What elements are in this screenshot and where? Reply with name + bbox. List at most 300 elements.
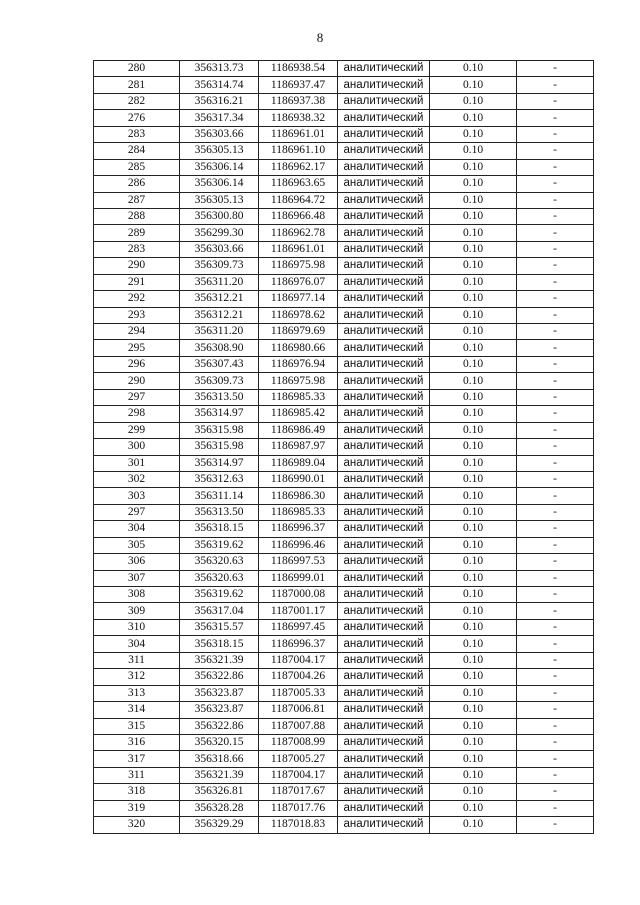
table-row	[94, 570, 594, 586]
note-cell: -	[517, 340, 594, 356]
accuracy-cell: 0.10	[430, 587, 517, 603]
y-coordinate-cell: 1186990.01	[259, 471, 338, 487]
x-coordinate-cell: 356320.15	[180, 734, 259, 750]
note-cell: -	[517, 685, 594, 701]
note-cell: -	[517, 77, 594, 93]
point-number-cell: 311	[94, 652, 180, 668]
accuracy-cell: 0.10	[430, 241, 517, 257]
method-cell: аналитический	[338, 324, 430, 340]
note-cell: -	[517, 751, 594, 767]
method-cell: аналитический	[338, 455, 430, 471]
note-cell: -	[517, 324, 594, 340]
method-cell: аналитический	[338, 521, 430, 537]
point-number-cell: 299	[94, 422, 180, 438]
y-coordinate-cell: 1187007.88	[259, 718, 338, 734]
y-coordinate-cell: 1186985.33	[259, 389, 338, 405]
table-row	[94, 488, 594, 504]
accuracy-cell: 0.10	[430, 471, 517, 487]
method-cell: аналитический	[338, 373, 430, 389]
table-row	[94, 521, 594, 537]
table-row	[94, 307, 594, 323]
point-number-cell: 295	[94, 340, 180, 356]
point-number-cell: 287	[94, 192, 180, 208]
y-coordinate-cell: 1187017.67	[259, 784, 338, 800]
y-coordinate-cell: 1186976.94	[259, 356, 338, 372]
accuracy-cell: 0.10	[430, 373, 517, 389]
point-number-cell: 313	[94, 685, 180, 701]
y-coordinate-cell: 1187004.17	[259, 652, 338, 668]
point-number-cell: 320	[94, 817, 180, 833]
note-cell: -	[517, 422, 594, 438]
table-row	[94, 685, 594, 701]
table-row	[94, 192, 594, 208]
accuracy-cell: 0.10	[430, 784, 517, 800]
accuracy-cell: 0.10	[430, 225, 517, 241]
point-number-cell: 304	[94, 636, 180, 652]
y-coordinate-cell: 1186996.46	[259, 537, 338, 553]
y-coordinate-cell: 1186977.14	[259, 291, 338, 307]
point-number-cell: 281	[94, 77, 180, 93]
note-cell: -	[517, 225, 594, 241]
accuracy-cell: 0.10	[430, 340, 517, 356]
table-row	[94, 373, 594, 389]
table-row	[94, 143, 594, 159]
method-cell: аналитический	[338, 603, 430, 619]
table-row	[94, 587, 594, 603]
x-coordinate-cell: 356300.80	[180, 208, 259, 224]
table-row	[94, 439, 594, 455]
point-number-cell: 319	[94, 800, 180, 816]
y-coordinate-cell: 1186938.32	[259, 110, 338, 126]
accuracy-cell: 0.10	[430, 734, 517, 750]
note-cell: -	[517, 734, 594, 750]
point-number-cell: 294	[94, 324, 180, 340]
method-cell: аналитический	[338, 110, 430, 126]
y-coordinate-cell: 1186989.04	[259, 455, 338, 471]
accuracy-cell: 0.10	[430, 422, 517, 438]
x-coordinate-cell: 356299.30	[180, 225, 259, 241]
x-coordinate-cell: 356308.90	[180, 340, 259, 356]
y-coordinate-cell: 1186986.49	[259, 422, 338, 438]
accuracy-cell: 0.10	[430, 702, 517, 718]
table-row	[94, 702, 594, 718]
x-coordinate-cell: 356320.63	[180, 570, 259, 586]
method-cell: аналитический	[338, 817, 430, 833]
method-cell: аналитический	[338, 258, 430, 274]
x-coordinate-cell: 356311.14	[180, 488, 259, 504]
accuracy-cell: 0.10	[430, 603, 517, 619]
note-cell: -	[517, 784, 594, 800]
accuracy-cell: 0.10	[430, 258, 517, 274]
x-coordinate-cell: 356319.62	[180, 537, 259, 553]
y-coordinate-cell: 1186985.33	[259, 504, 338, 520]
point-number-cell: 290	[94, 258, 180, 274]
y-coordinate-cell: 1186996.37	[259, 521, 338, 537]
table-row	[94, 208, 594, 224]
note-cell: -	[517, 241, 594, 257]
x-coordinate-cell: 356317.04	[180, 603, 259, 619]
accuracy-cell: 0.10	[430, 93, 517, 109]
table-row	[94, 537, 594, 553]
table-row	[94, 241, 594, 257]
accuracy-cell: 0.10	[430, 554, 517, 570]
point-number-cell: 285	[94, 159, 180, 175]
note-cell: -	[517, 504, 594, 520]
x-coordinate-cell: 356313.50	[180, 504, 259, 520]
table-row	[94, 159, 594, 175]
y-coordinate-cell: 1186961.01	[259, 241, 338, 257]
x-coordinate-cell: 356321.39	[180, 767, 259, 783]
y-coordinate-cell: 1186979.69	[259, 324, 338, 340]
table-row	[94, 422, 594, 438]
method-cell: аналитический	[338, 422, 430, 438]
x-coordinate-cell: 356305.13	[180, 192, 259, 208]
note-cell: -	[517, 61, 594, 77]
method-cell: аналитический	[338, 636, 430, 652]
point-number-cell: 311	[94, 767, 180, 783]
y-coordinate-cell: 1186937.38	[259, 93, 338, 109]
y-coordinate-cell: 1186986.30	[259, 488, 338, 504]
x-coordinate-cell: 356312.21	[180, 291, 259, 307]
note-cell: -	[517, 652, 594, 668]
note-cell: -	[517, 93, 594, 109]
table-row	[94, 77, 594, 93]
note-cell: -	[517, 554, 594, 570]
table-row	[94, 554, 594, 570]
method-cell: аналитический	[338, 439, 430, 455]
method-cell: аналитический	[338, 93, 430, 109]
y-coordinate-cell: 1187006.81	[259, 702, 338, 718]
y-coordinate-cell: 1186937.47	[259, 77, 338, 93]
point-number-cell: 301	[94, 455, 180, 471]
method-cell: аналитический	[338, 488, 430, 504]
table-row	[94, 817, 594, 833]
x-coordinate-cell: 356306.14	[180, 159, 259, 175]
table-row	[94, 455, 594, 471]
x-coordinate-cell: 356315.57	[180, 619, 259, 635]
method-cell: аналитический	[338, 504, 430, 520]
x-coordinate-cell: 356323.87	[180, 685, 259, 701]
y-coordinate-cell: 1186997.53	[259, 554, 338, 570]
point-number-cell: 315	[94, 718, 180, 734]
note-cell: -	[517, 159, 594, 175]
method-cell: аналитический	[338, 356, 430, 372]
accuracy-cell: 0.10	[430, 307, 517, 323]
y-coordinate-cell: 1186999.01	[259, 570, 338, 586]
x-coordinate-cell: 356315.98	[180, 422, 259, 438]
table-row	[94, 225, 594, 241]
method-cell: аналитический	[338, 274, 430, 290]
table-row	[94, 93, 594, 109]
table-row	[94, 274, 594, 290]
x-coordinate-cell: 356320.63	[180, 554, 259, 570]
method-cell: аналитический	[338, 570, 430, 586]
accuracy-cell: 0.10	[430, 817, 517, 833]
point-number-cell: 289	[94, 225, 180, 241]
accuracy-cell: 0.10	[430, 455, 517, 471]
accuracy-cell: 0.10	[430, 389, 517, 405]
point-number-cell: 312	[94, 669, 180, 685]
x-coordinate-cell: 356322.86	[180, 718, 259, 734]
note-cell: -	[517, 143, 594, 159]
accuracy-cell: 0.10	[430, 718, 517, 734]
method-cell: аналитический	[338, 143, 430, 159]
table-row	[94, 784, 594, 800]
note-cell: -	[517, 521, 594, 537]
note-cell: -	[517, 258, 594, 274]
note-cell: -	[517, 537, 594, 553]
x-coordinate-cell: 356309.73	[180, 258, 259, 274]
table-row	[94, 767, 594, 783]
x-coordinate-cell: 356314.97	[180, 406, 259, 422]
method-cell: аналитический	[338, 126, 430, 142]
y-coordinate-cell: 1186938.54	[259, 61, 338, 77]
x-coordinate-cell: 356309.73	[180, 373, 259, 389]
method-cell: аналитический	[338, 225, 430, 241]
accuracy-cell: 0.10	[430, 488, 517, 504]
accuracy-cell: 0.10	[430, 61, 517, 77]
point-number-cell: 286	[94, 176, 180, 192]
y-coordinate-cell: 1186964.72	[259, 192, 338, 208]
accuracy-cell: 0.10	[430, 439, 517, 455]
method-cell: аналитический	[338, 685, 430, 701]
method-cell: аналитический	[338, 208, 430, 224]
point-number-cell: 282	[94, 93, 180, 109]
method-cell: аналитический	[338, 751, 430, 767]
accuracy-cell: 0.10	[430, 110, 517, 126]
x-coordinate-cell: 356317.34	[180, 110, 259, 126]
table-row	[94, 258, 594, 274]
y-coordinate-cell: 1186975.98	[259, 373, 338, 389]
method-cell: аналитический	[338, 784, 430, 800]
x-coordinate-cell: 356322.86	[180, 669, 259, 685]
method-cell: аналитический	[338, 800, 430, 816]
y-coordinate-cell: 1187005.27	[259, 751, 338, 767]
point-number-cell: 283	[94, 126, 180, 142]
point-number-cell: 298	[94, 406, 180, 422]
point-number-cell: 297	[94, 389, 180, 405]
method-cell: аналитический	[338, 734, 430, 750]
method-cell: аналитический	[338, 471, 430, 487]
x-coordinate-cell: 356314.97	[180, 455, 259, 471]
accuracy-cell: 0.10	[430, 570, 517, 586]
note-cell: -	[517, 619, 594, 635]
table-row	[94, 110, 594, 126]
note-cell: -	[517, 439, 594, 455]
method-cell: аналитический	[338, 619, 430, 635]
table-row	[94, 734, 594, 750]
point-number-cell: 292	[94, 291, 180, 307]
accuracy-cell: 0.10	[430, 324, 517, 340]
y-coordinate-cell: 1187005.33	[259, 685, 338, 701]
table-row	[94, 652, 594, 668]
y-coordinate-cell: 1186961.01	[259, 126, 338, 142]
table-row	[94, 324, 594, 340]
accuracy-cell: 0.10	[430, 669, 517, 685]
note-cell: -	[517, 767, 594, 783]
point-number-cell: 290	[94, 373, 180, 389]
y-coordinate-cell: 1186985.42	[259, 406, 338, 422]
point-number-cell: 284	[94, 143, 180, 159]
accuracy-cell: 0.10	[430, 291, 517, 307]
y-coordinate-cell: 1186987.97	[259, 439, 338, 455]
x-coordinate-cell: 356315.98	[180, 439, 259, 455]
x-coordinate-cell: 356318.66	[180, 751, 259, 767]
x-coordinate-cell: 356319.62	[180, 587, 259, 603]
x-coordinate-cell: 356329.29	[180, 817, 259, 833]
point-number-cell: 317	[94, 751, 180, 767]
note-cell: -	[517, 702, 594, 718]
accuracy-cell: 0.10	[430, 504, 517, 520]
y-coordinate-cell: 1186996.37	[259, 636, 338, 652]
accuracy-cell: 0.10	[430, 159, 517, 175]
point-number-cell: 276	[94, 110, 180, 126]
point-number-cell: 293	[94, 307, 180, 323]
y-coordinate-cell: 1187018.83	[259, 817, 338, 833]
coordinates-table	[93, 60, 594, 834]
point-number-cell: 300	[94, 439, 180, 455]
accuracy-cell: 0.10	[430, 800, 517, 816]
accuracy-cell: 0.10	[430, 751, 517, 767]
accuracy-cell: 0.10	[430, 126, 517, 142]
note-cell: -	[517, 110, 594, 126]
y-coordinate-cell: 1186978.62	[259, 307, 338, 323]
method-cell: аналитический	[338, 652, 430, 668]
x-coordinate-cell: 356312.21	[180, 307, 259, 323]
note-cell: -	[517, 570, 594, 586]
table-body	[94, 61, 594, 834]
table-row	[94, 504, 594, 520]
note-cell: -	[517, 192, 594, 208]
note-cell: -	[517, 488, 594, 504]
method-cell: аналитический	[338, 340, 430, 356]
x-coordinate-cell: 356305.13	[180, 143, 259, 159]
note-cell: -	[517, 471, 594, 487]
table-row	[94, 61, 594, 77]
point-number-cell: 307	[94, 570, 180, 586]
y-coordinate-cell: 1186997.45	[259, 619, 338, 635]
method-cell: аналитический	[338, 718, 430, 734]
method-cell: аналитический	[338, 389, 430, 405]
method-cell: аналитический	[338, 537, 430, 553]
table-row	[94, 669, 594, 685]
x-coordinate-cell: 356316.21	[180, 93, 259, 109]
method-cell: аналитический	[338, 159, 430, 175]
accuracy-cell: 0.10	[430, 192, 517, 208]
accuracy-cell: 0.10	[430, 208, 517, 224]
note-cell: -	[517, 356, 594, 372]
x-coordinate-cell: 356306.14	[180, 176, 259, 192]
note-cell: -	[517, 636, 594, 652]
point-number-cell: 297	[94, 504, 180, 520]
note-cell: -	[517, 800, 594, 816]
table-row	[94, 389, 594, 405]
accuracy-cell: 0.10	[430, 274, 517, 290]
method-cell: аналитический	[338, 77, 430, 93]
table-row	[94, 718, 594, 734]
method-cell: аналитический	[338, 406, 430, 422]
y-coordinate-cell: 1187008.99	[259, 734, 338, 750]
point-number-cell: 291	[94, 274, 180, 290]
method-cell: аналитический	[338, 176, 430, 192]
point-number-cell: 305	[94, 537, 180, 553]
table-row	[94, 471, 594, 487]
note-cell: -	[517, 291, 594, 307]
accuracy-cell: 0.10	[430, 636, 517, 652]
note-cell: -	[517, 389, 594, 405]
x-coordinate-cell: 356311.20	[180, 324, 259, 340]
method-cell: аналитический	[338, 61, 430, 77]
x-coordinate-cell: 356314.74	[180, 77, 259, 93]
accuracy-cell: 0.10	[430, 356, 517, 372]
method-cell: аналитический	[338, 587, 430, 603]
table-row	[94, 636, 594, 652]
method-cell: аналитический	[338, 192, 430, 208]
x-coordinate-cell: 356303.66	[180, 126, 259, 142]
point-number-cell: 306	[94, 554, 180, 570]
point-number-cell: 302	[94, 471, 180, 487]
point-number-cell: 280	[94, 61, 180, 77]
point-number-cell: 304	[94, 521, 180, 537]
note-cell: -	[517, 455, 594, 471]
y-coordinate-cell: 1186980.66	[259, 340, 338, 356]
table-row	[94, 619, 594, 635]
x-coordinate-cell: 356303.66	[180, 241, 259, 257]
note-cell: -	[517, 718, 594, 734]
x-coordinate-cell: 356313.73	[180, 61, 259, 77]
point-number-cell: 316	[94, 734, 180, 750]
point-number-cell: 308	[94, 587, 180, 603]
x-coordinate-cell: 356321.39	[180, 652, 259, 668]
y-coordinate-cell: 1186975.98	[259, 258, 338, 274]
accuracy-cell: 0.10	[430, 537, 517, 553]
x-coordinate-cell: 356307.43	[180, 356, 259, 372]
y-coordinate-cell: 1186976.07	[259, 274, 338, 290]
note-cell: -	[517, 126, 594, 142]
x-coordinate-cell: 356328.28	[180, 800, 259, 816]
y-coordinate-cell: 1186961.10	[259, 143, 338, 159]
x-coordinate-cell: 356312.63	[180, 471, 259, 487]
note-cell: -	[517, 587, 594, 603]
note-cell: -	[517, 307, 594, 323]
table-row	[94, 340, 594, 356]
method-cell: аналитический	[338, 554, 430, 570]
x-coordinate-cell: 356326.81	[180, 784, 259, 800]
y-coordinate-cell: 1186962.17	[259, 159, 338, 175]
table-row	[94, 406, 594, 422]
table-row	[94, 126, 594, 142]
page-number: 8	[316, 30, 324, 45]
note-cell: -	[517, 603, 594, 619]
table-row	[94, 291, 594, 307]
method-cell: аналитический	[338, 702, 430, 718]
x-coordinate-cell: 356318.15	[180, 521, 259, 537]
x-coordinate-cell: 356323.87	[180, 702, 259, 718]
y-coordinate-cell: 1187004.17	[259, 767, 338, 783]
method-cell: аналитический	[338, 291, 430, 307]
note-cell: -	[517, 208, 594, 224]
y-coordinate-cell: 1187001.17	[259, 603, 338, 619]
y-coordinate-cell: 1187000.08	[259, 587, 338, 603]
note-cell: -	[517, 406, 594, 422]
accuracy-cell: 0.10	[430, 77, 517, 93]
method-cell: аналитический	[338, 767, 430, 783]
note-cell: -	[517, 373, 594, 389]
y-coordinate-cell: 1186963.65	[259, 176, 338, 192]
y-coordinate-cell: 1186962.78	[259, 225, 338, 241]
accuracy-cell: 0.10	[430, 685, 517, 701]
x-coordinate-cell: 356313.50	[180, 389, 259, 405]
